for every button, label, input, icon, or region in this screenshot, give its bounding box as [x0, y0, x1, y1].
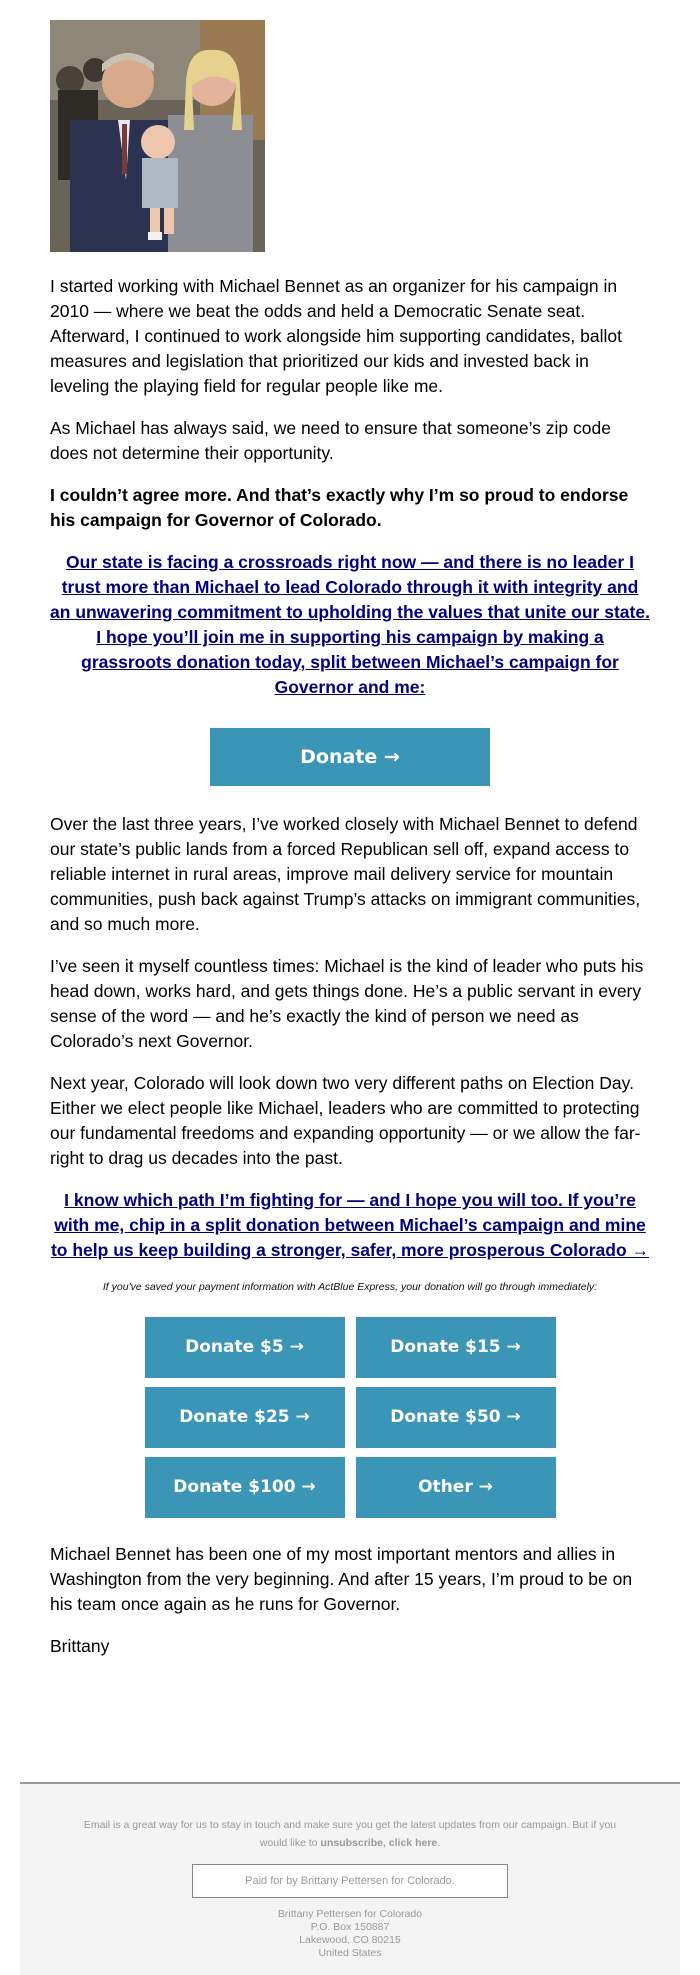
paragraph-election: Next year, Colorado will look down two very different paths on Election Day. Either we elect people like Michael, leaders who are committed to protecting our fundamental freedoms and expanding opportunity — or we allow the far-right to drag us decades into the past. — [50, 1073, 641, 1168]
footer-period: . — [437, 1837, 441, 1849]
donate-link-paragraph-1 — [50, 550, 650, 700]
paid-for-box: Paid for by Brittany Pettersen for Colorado. — [192, 1864, 508, 1898]
donate-5-button[interactable]: Donate $5 → — [145, 1317, 345, 1378]
donate-15-button[interactable]: Donate $15 → — [356, 1317, 556, 1378]
donate-100-button[interactable]: Donate $100 → — [145, 1457, 345, 1518]
paragraph-mentor: Michael Bennet has been one of my most important mentors and allies in Washington from the very beginning. And after 15 years, I’m proud to be on his team once again as he runs for Governor. — [50, 1544, 633, 1614]
paragraph-leader: I’ve seen it myself countless times: Michael is the kind of leader who puts his head down, works hard, and gets things done. He’s a public servant in every sense of the word — and he’s exactly the kind of person we need as Colorado’s next Governor. — [50, 956, 644, 1051]
donate-link-1[interactable]: Our state is facing a crossroads right now — and there is no leader I trust more than Michael to lead Colorado through it with integrity and an unwavering commitment to upholding the values that unite our state. I hope you’ll join me in supporting his campaign by making a grassroots donation today, split between Michael’s campaign for Governor and me: — [50, 552, 650, 697]
paragraph-intro: I started working with Michael Bennet as an organizer for his campaign in 2010 — where we beat the odds and held a Democratic Senate seat. Afterward, I continued to work alongside him supporting candidates, ballot measures and legislation that prioritized our kids and invested back in leveling the playing field for regular people like me. — [50, 276, 622, 396]
signature: Brittany — [50, 1636, 110, 1656]
address-line: Lakewood, CO 80215 — [299, 1934, 401, 1946]
actblue-express-note: If you've saved your payment information with ActBlue Express, your donation will go through immediately: — [102, 1281, 598, 1293]
footer-message-text: Email is a great way for us to stay in touch and make sure you get the latest updates from our campaign. But if you would like to — [83, 1819, 617, 1849]
donate-50-button[interactable]: Donate $50 → — [356, 1387, 556, 1448]
address-line: P.O. Box 150887 — [310, 1921, 390, 1933]
footer — [20, 1782, 680, 1975]
donate-button[interactable]: Donate → — [210, 728, 490, 786]
mailing-address — [20, 1908, 680, 1960]
paragraph-zip-code: As Michael has always said, we need to ensure that someone’s zip code does not determine their opportunity. — [50, 418, 611, 463]
donate-link-2[interactable]: I know which path I’m fighting for — and I hope you will too. If you’re with me, chip in a split donation between Michael’s campaign and mine to help us keep building a stronger, safer, more prosperous Colorado → — [50, 1190, 650, 1260]
paragraph-record: Over the last three years, I’ve worked closely with Michael Bennet to defend our state’s public lands from a forced Republican sell off, expand access to reliable internet in rural areas, improve mail delivery service for mountain communities, push back against Trump’s attacks on immigrant communities, and so much more. — [50, 814, 641, 934]
campaign-photo — [50, 20, 265, 252]
donate-25-button[interactable]: Donate $25 → — [145, 1387, 345, 1448]
donation-amount-grid — [50, 1317, 650, 1518]
paragraph-endorse: I couldn’t agree more. And that’s exactly why I’m so proud to endorse his campaign for Governor of Colorado. — [50, 485, 629, 530]
address-line: United States — [318, 1947, 382, 1959]
footer-message — [70, 1816, 630, 1852]
donate-link-paragraph-2 — [50, 1188, 650, 1263]
address-line: Brittany Pettersen for Colorado — [277, 1908, 423, 1920]
email-body — [50, 20, 650, 1676]
donate-other-button[interactable]: Other → — [356, 1457, 556, 1518]
unsubscribe-link[interactable]: unsubscribe, click here — [320, 1837, 438, 1849]
